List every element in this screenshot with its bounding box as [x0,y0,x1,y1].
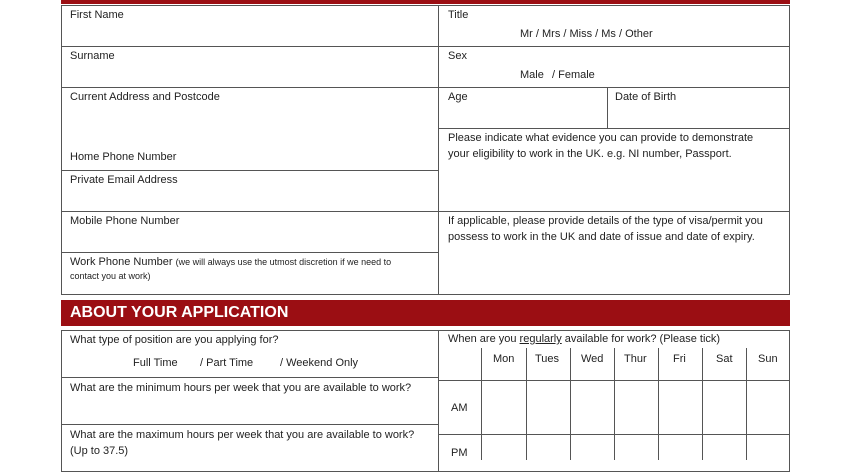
age-field[interactable] [438,87,608,129]
tick-cell-pm-sun[interactable] [747,436,789,460]
tick-cell-am-thur[interactable] [615,382,657,433]
evidence-line-2: your eligibility to work in the UK. e.g. NI number, Passport. [448,148,732,160]
surname-field[interactable] [61,46,439,88]
tick-cell-pm-fri[interactable] [659,436,701,460]
work-phone-note-line2: contact you at work) [70,271,151,281]
max-hours-field[interactable] [61,424,439,472]
tick-cell-am-sun[interactable] [747,382,789,433]
title-options[interactable]: Mr / Mrs / Miss / Ms / Other [520,28,653,40]
sex-field[interactable] [438,46,790,88]
visa-text [448,213,788,245]
date-of-birth-label: Date of Birth [615,91,677,103]
evidence-field[interactable] [438,128,790,212]
pm-row-label: PM [451,447,468,459]
max-hours-note: (Up to 37.5) [70,445,129,457]
work-phone-label [70,256,391,268]
tick-cell-am-fri[interactable] [659,382,701,433]
first-name-label: First Name [70,9,124,21]
surname-label: Surname [70,50,115,62]
min-hours-question: What are the minimum hours per week that you are available to work? [70,382,412,394]
tick-cell-pm-sat[interactable] [703,436,745,460]
home-phone-label: Home Phone Number [70,151,177,163]
first-name-field[interactable] [61,5,439,47]
tick-cell-pm-thur[interactable] [615,436,657,460]
availability-question [448,333,720,345]
address-label: Current Address and Postcode [70,91,220,103]
mobile-phone-label: Mobile Phone Number [70,215,180,227]
title-field[interactable] [438,5,790,47]
position-option-weekend[interactable]: / Weekend Only [280,357,359,369]
min-hours-field[interactable] [61,377,439,425]
availability-regularly: regularly [519,333,562,345]
day-header-tues: Tues [535,353,560,365]
grid-hline-header [438,380,790,381]
address-field[interactable] [61,87,439,171]
day-header-wed: Wed [581,353,604,365]
tick-cell-am-sat[interactable] [703,382,745,433]
tick-cell-pm-mon[interactable] [483,436,525,460]
work-phone-field[interactable] [61,252,439,295]
email-label: Private Email Address [70,174,178,186]
sex-option-male[interactable]: Male [520,69,544,81]
top-accent-bar [61,0,790,4]
max-hours-question: What are the maximum hours per week that you are available to work? [70,429,415,441]
day-header-thur: Thur [624,353,647,365]
position-type-question: What type of position are you applying for? [70,334,279,346]
grid-vline-label-col [481,348,482,460]
sex-option-female[interactable]: / Female [552,69,595,81]
mobile-phone-field[interactable] [61,211,439,253]
position-option-full-time[interactable]: Full Time [133,357,178,369]
am-row-label: AM [451,402,468,414]
work-phone-note: (we will always use the utmost discretion if we need to [175,257,392,267]
day-header-mon: Mon [493,353,515,365]
position-type-field[interactable] [61,330,439,378]
visa-line-2: possess to work in the UK and date of issue and date of expiry. [448,231,755,243]
about-your-application-heading: ABOUT YOUR APPLICATION [61,300,790,326]
date-of-birth-field[interactable] [607,87,790,129]
day-header-sat: Sat [716,353,733,365]
tick-cell-am-tues[interactable] [527,382,569,433]
day-header-fri: Fri [673,353,686,365]
tick-cell-am-mon[interactable] [483,382,525,433]
tick-cell-pm-tues[interactable] [527,436,569,460]
work-phone-title: Work Phone Number [70,256,173,268]
availability-suffix: available for work? (Please tick) [561,333,721,345]
email-field[interactable] [61,170,439,212]
visa-line-1: If applicable, please provide details of the type of visa/permit you [448,215,763,227]
sex-label: Sex [448,50,467,62]
tick-cell-pm-wed[interactable] [571,436,613,460]
tick-cell-am-wed[interactable] [571,382,613,433]
title-label: Title [448,9,469,21]
evidence-text [448,130,783,162]
age-label: Age [448,91,468,103]
visa-field[interactable] [438,211,790,295]
availability-prefix: When are you [448,333,520,345]
grid-hline-am [438,434,790,435]
evidence-line-1: Please indicate what evidence you can provide to demonstrate [448,132,754,144]
position-option-part-time[interactable]: / Part Time [200,357,254,369]
day-header-sun: Sun [758,353,778,365]
